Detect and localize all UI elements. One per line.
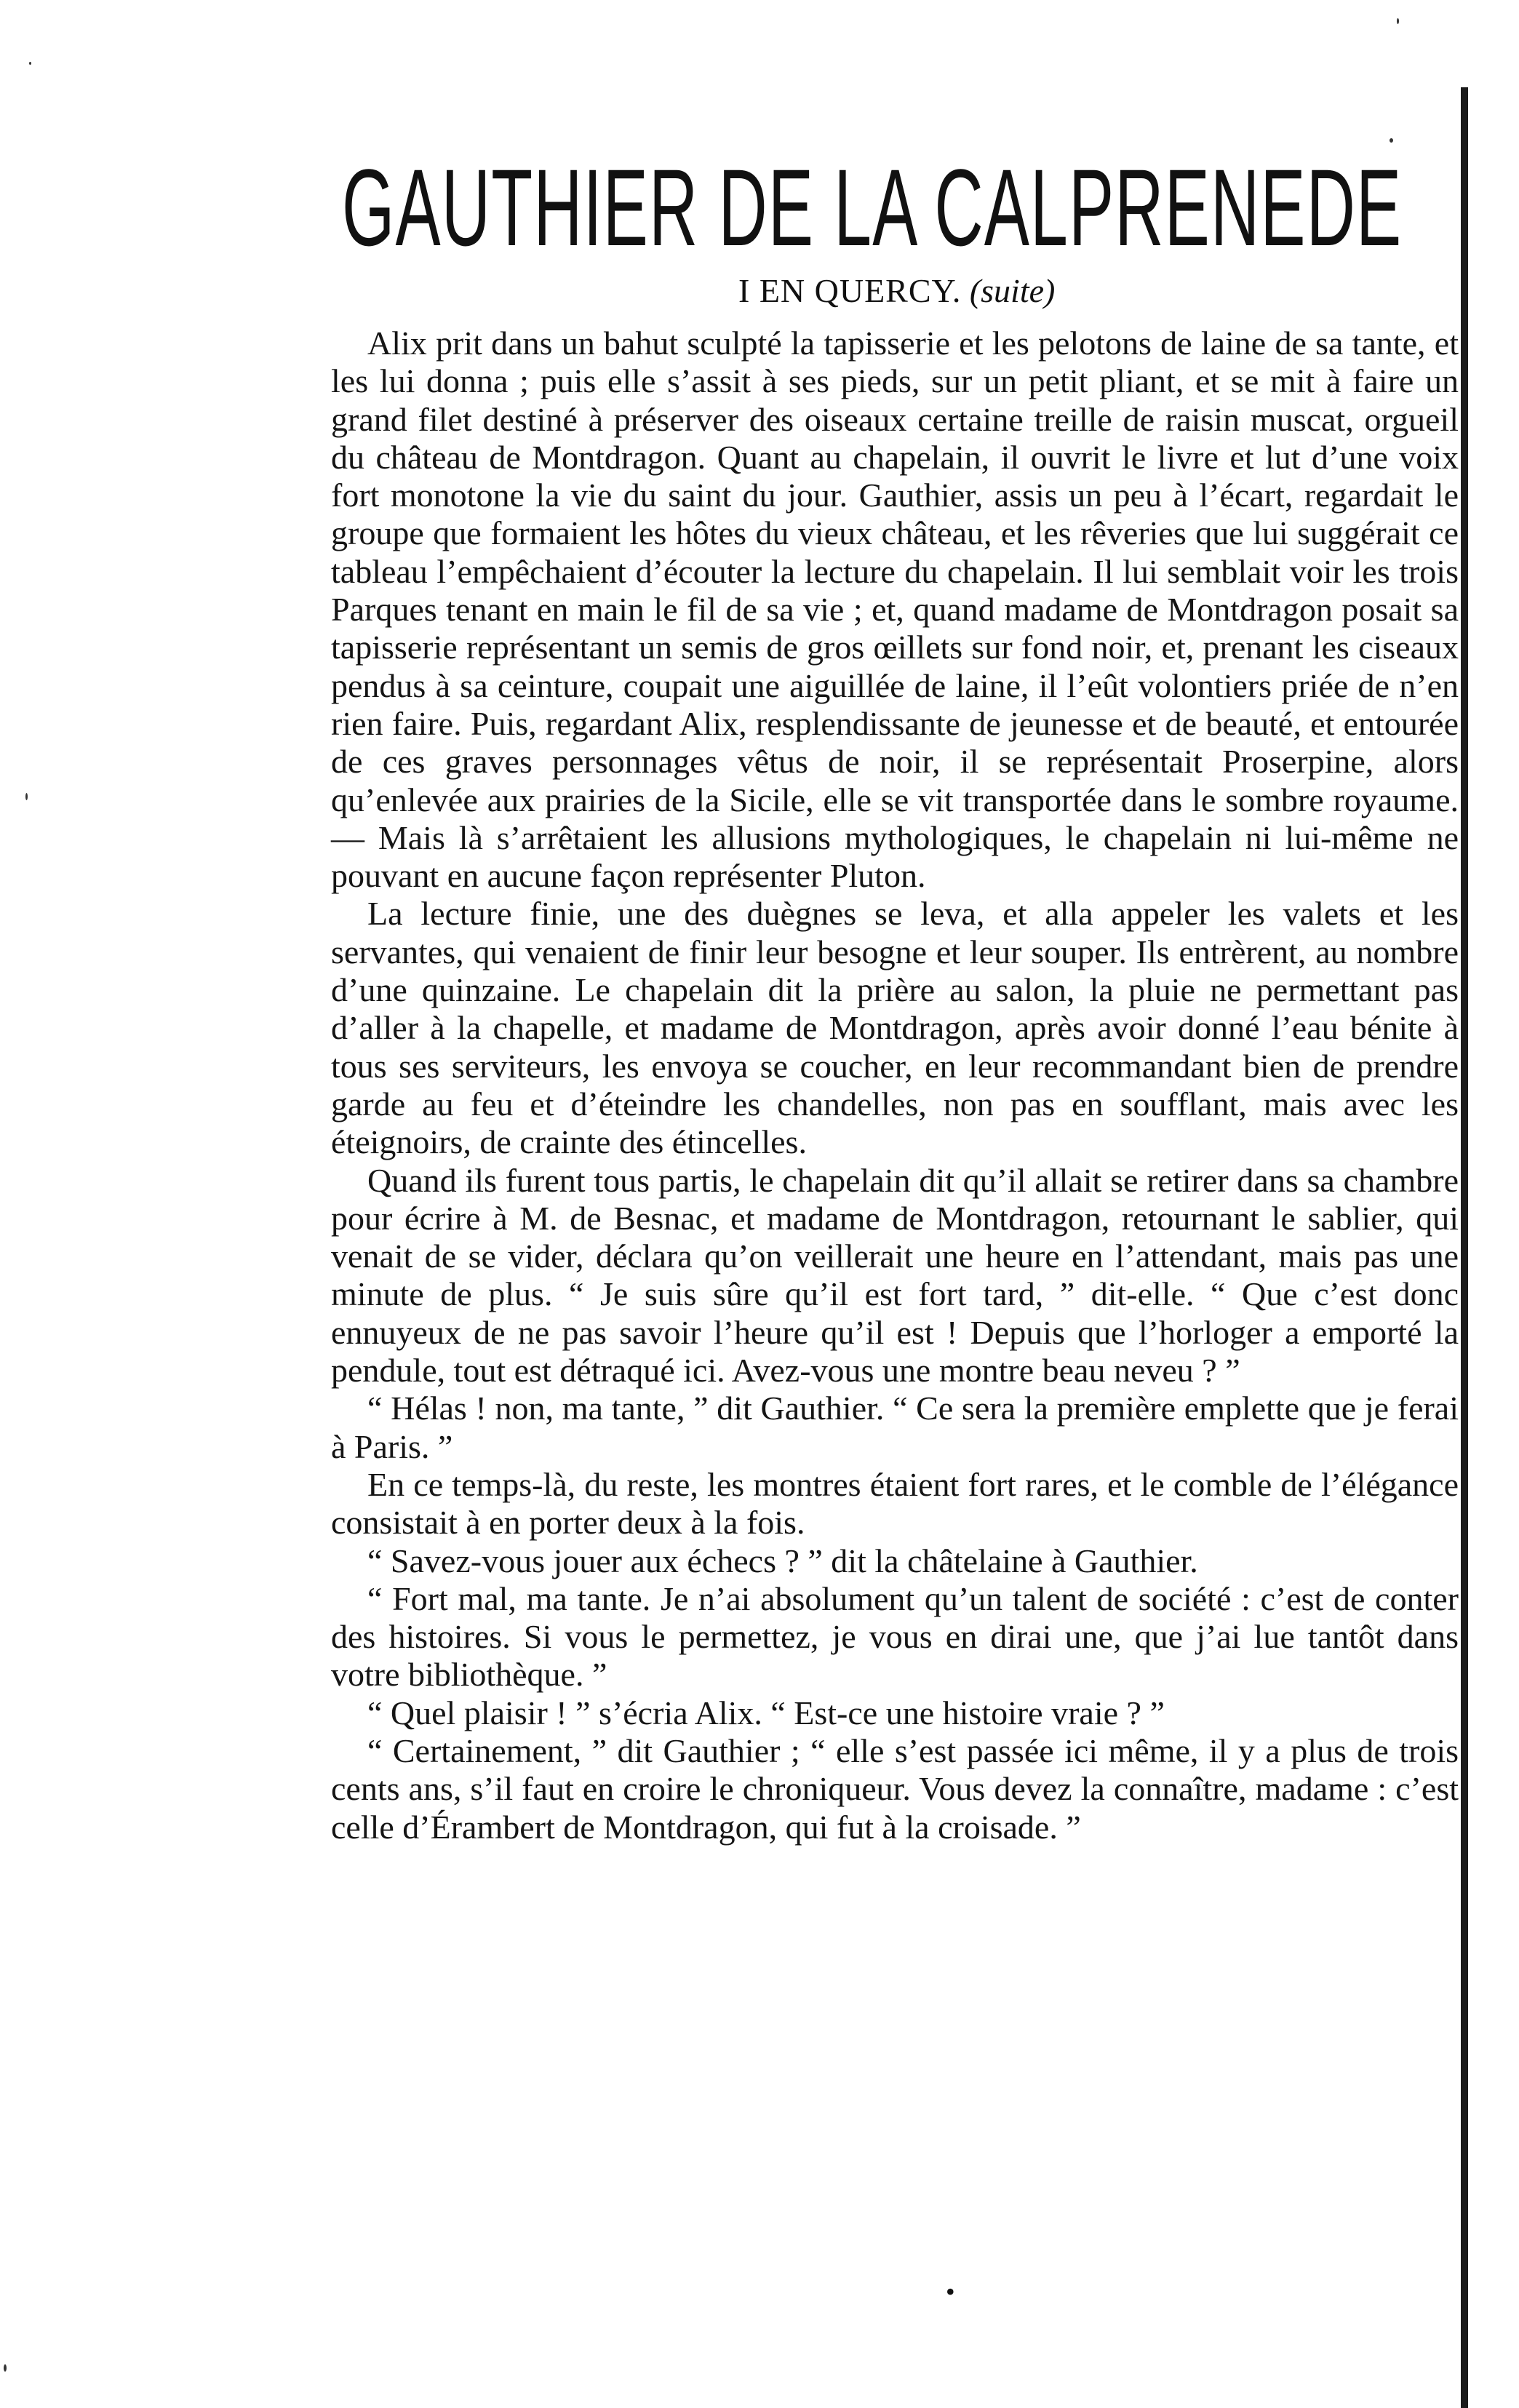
chapter-label: I EN QUERCY. <box>738 272 962 309</box>
speck <box>1397 18 1399 24</box>
paragraph: “ Certainement, ” dit Gauthier ; “ elle s’est passée ici même, il y a plus de trois cents ans, s’il faut en croire le chroniqueur. Vous devez la connaître, madame : c’est celle d’Érambert de Montdragon, qui fut à la croisade. ” <box>331 1731 1459 1846</box>
speck <box>25 793 28 800</box>
chapter-heading <box>738 271 1055 311</box>
chapter-continued-label: (suite) <box>969 272 1056 309</box>
speck <box>4 2364 7 2372</box>
page-edge-shadow <box>1461 87 1468 2408</box>
paragraph: Quand ils furent tous partis, le chapelain dit qu’il allait se retirer dans sa chambre pour écrire à M. de Besnac, et madame de Montdragon, retournant le sablier, qui venait de se vider, déclara qu’on veillerait une heure en l’attendant, mais pas une minute de plus. “ Je suis sûre qu’il est fort tard, ” dit-elle. “ Que c’est donc ennuyeux de ne pas savoir l’heure qu’il est ! Depuis que l’horloger a emporté la pendule, tout est détraqué ici. Avez-vous une montre beau neveu ? ” <box>331 1161 1459 1390</box>
paragraph: “ Quel plaisir ! ” s’écria Alix. “ Est-ce une histoire vraie ? ” <box>367 1694 1165 1731</box>
speck <box>29 62 31 65</box>
paragraph: “ Savez-vous jouer aux échecs ? ” dit la châtelaine à Gauthier. <box>367 1542 1198 1579</box>
paragraph: Alix prit dans un bahut sculpté la tapisserie et les pelotons de laine de sa tante, et les lui donna ; puis elle s’assit à ses pieds, sur un petit pliant, et se mit à faire un grand filet destiné à préserver des oiseaux certaine treille de raisin muscat, orgueil du château de Montdragon. Quant au chapelain, il ouvrit le livre et lut d’une voix fort monotone la vie du saint du jour. Gauthier, assis un peu à l’écart, regardait le groupe que formaient les hôtes du vieux château, et les rêveries que lui suggérait ce tableau l’empêchaient d’écouter la lecture du chapelain. Il lui semblait voir les trois Parques tenant en main le fil de sa vie ; et, quand madame de Montdragon posait sa tapisserie représentant un semis de gros œillets sur fond noir, et, prenant les ciseaux pendus à sa ceinture, coupait une aiguillée de laine, il l’eût volontiers priée de n’en rien faire. Puis, regardant Alix, resplendissante de jeunesse et de beauté, et entourée de ces graves personnages vêtus de noir, il se représentait Proserpine, alors qu’enlevée aux prairies de la Sicile, elle se vit transportée dans le sombre royaume. — Mais là s’arrêtaient les allusions mythologiques, le chapelain ni lui-même ne pouvant en aucune façon représenter Pluton. <box>331 324 1459 895</box>
page-folio-mark: • <box>946 2277 955 2306</box>
paragraph: La lecture finie, une des duègnes se leva, et alla appeler les valets et les servantes, qui venaient de finir leur besogne et leur souper. Ils entrèrent, au nombre d’une quinzaine. Le chapelain dit la prière au salon, la pluie ne permettant pas d’aller à la chapelle, et madame de Montdragon, après avoir donné l’eau bénite à tous ses serviteurs, les envoya se coucher, en leur recommandant bien de prendre garde au feu et d’éteindre les chandelles, non pas en soufflant, mais avec les éteignoirs, de crainte des étincelles. <box>331 895 1459 1161</box>
paragraph: “ Fort mal, ma tante. Je n’ai absolument qu’un talent de société : c’est de conter des histoires. Si vous le permettez, je vous en dirai une, que j’ai lue tantôt dans votre bibliothèque. ” <box>331 1579 1459 1694</box>
paragraph: “ Hélas ! non, ma tante, ” dit Gauthier. “ Ce sera la première emplette que je ferai à Paris. ” <box>331 1390 1459 1465</box>
body-text <box>331 324 1459 1846</box>
paragraph: En ce temps-là, du reste, les montres étaient fort rares, et le comble de l’élégance consistait à en porter deux à la fois. <box>331 1465 1459 1542</box>
speck <box>1390 138 1393 143</box>
page-title: GAUTHIER DE LA CALPRENEDE <box>342 146 1403 268</box>
